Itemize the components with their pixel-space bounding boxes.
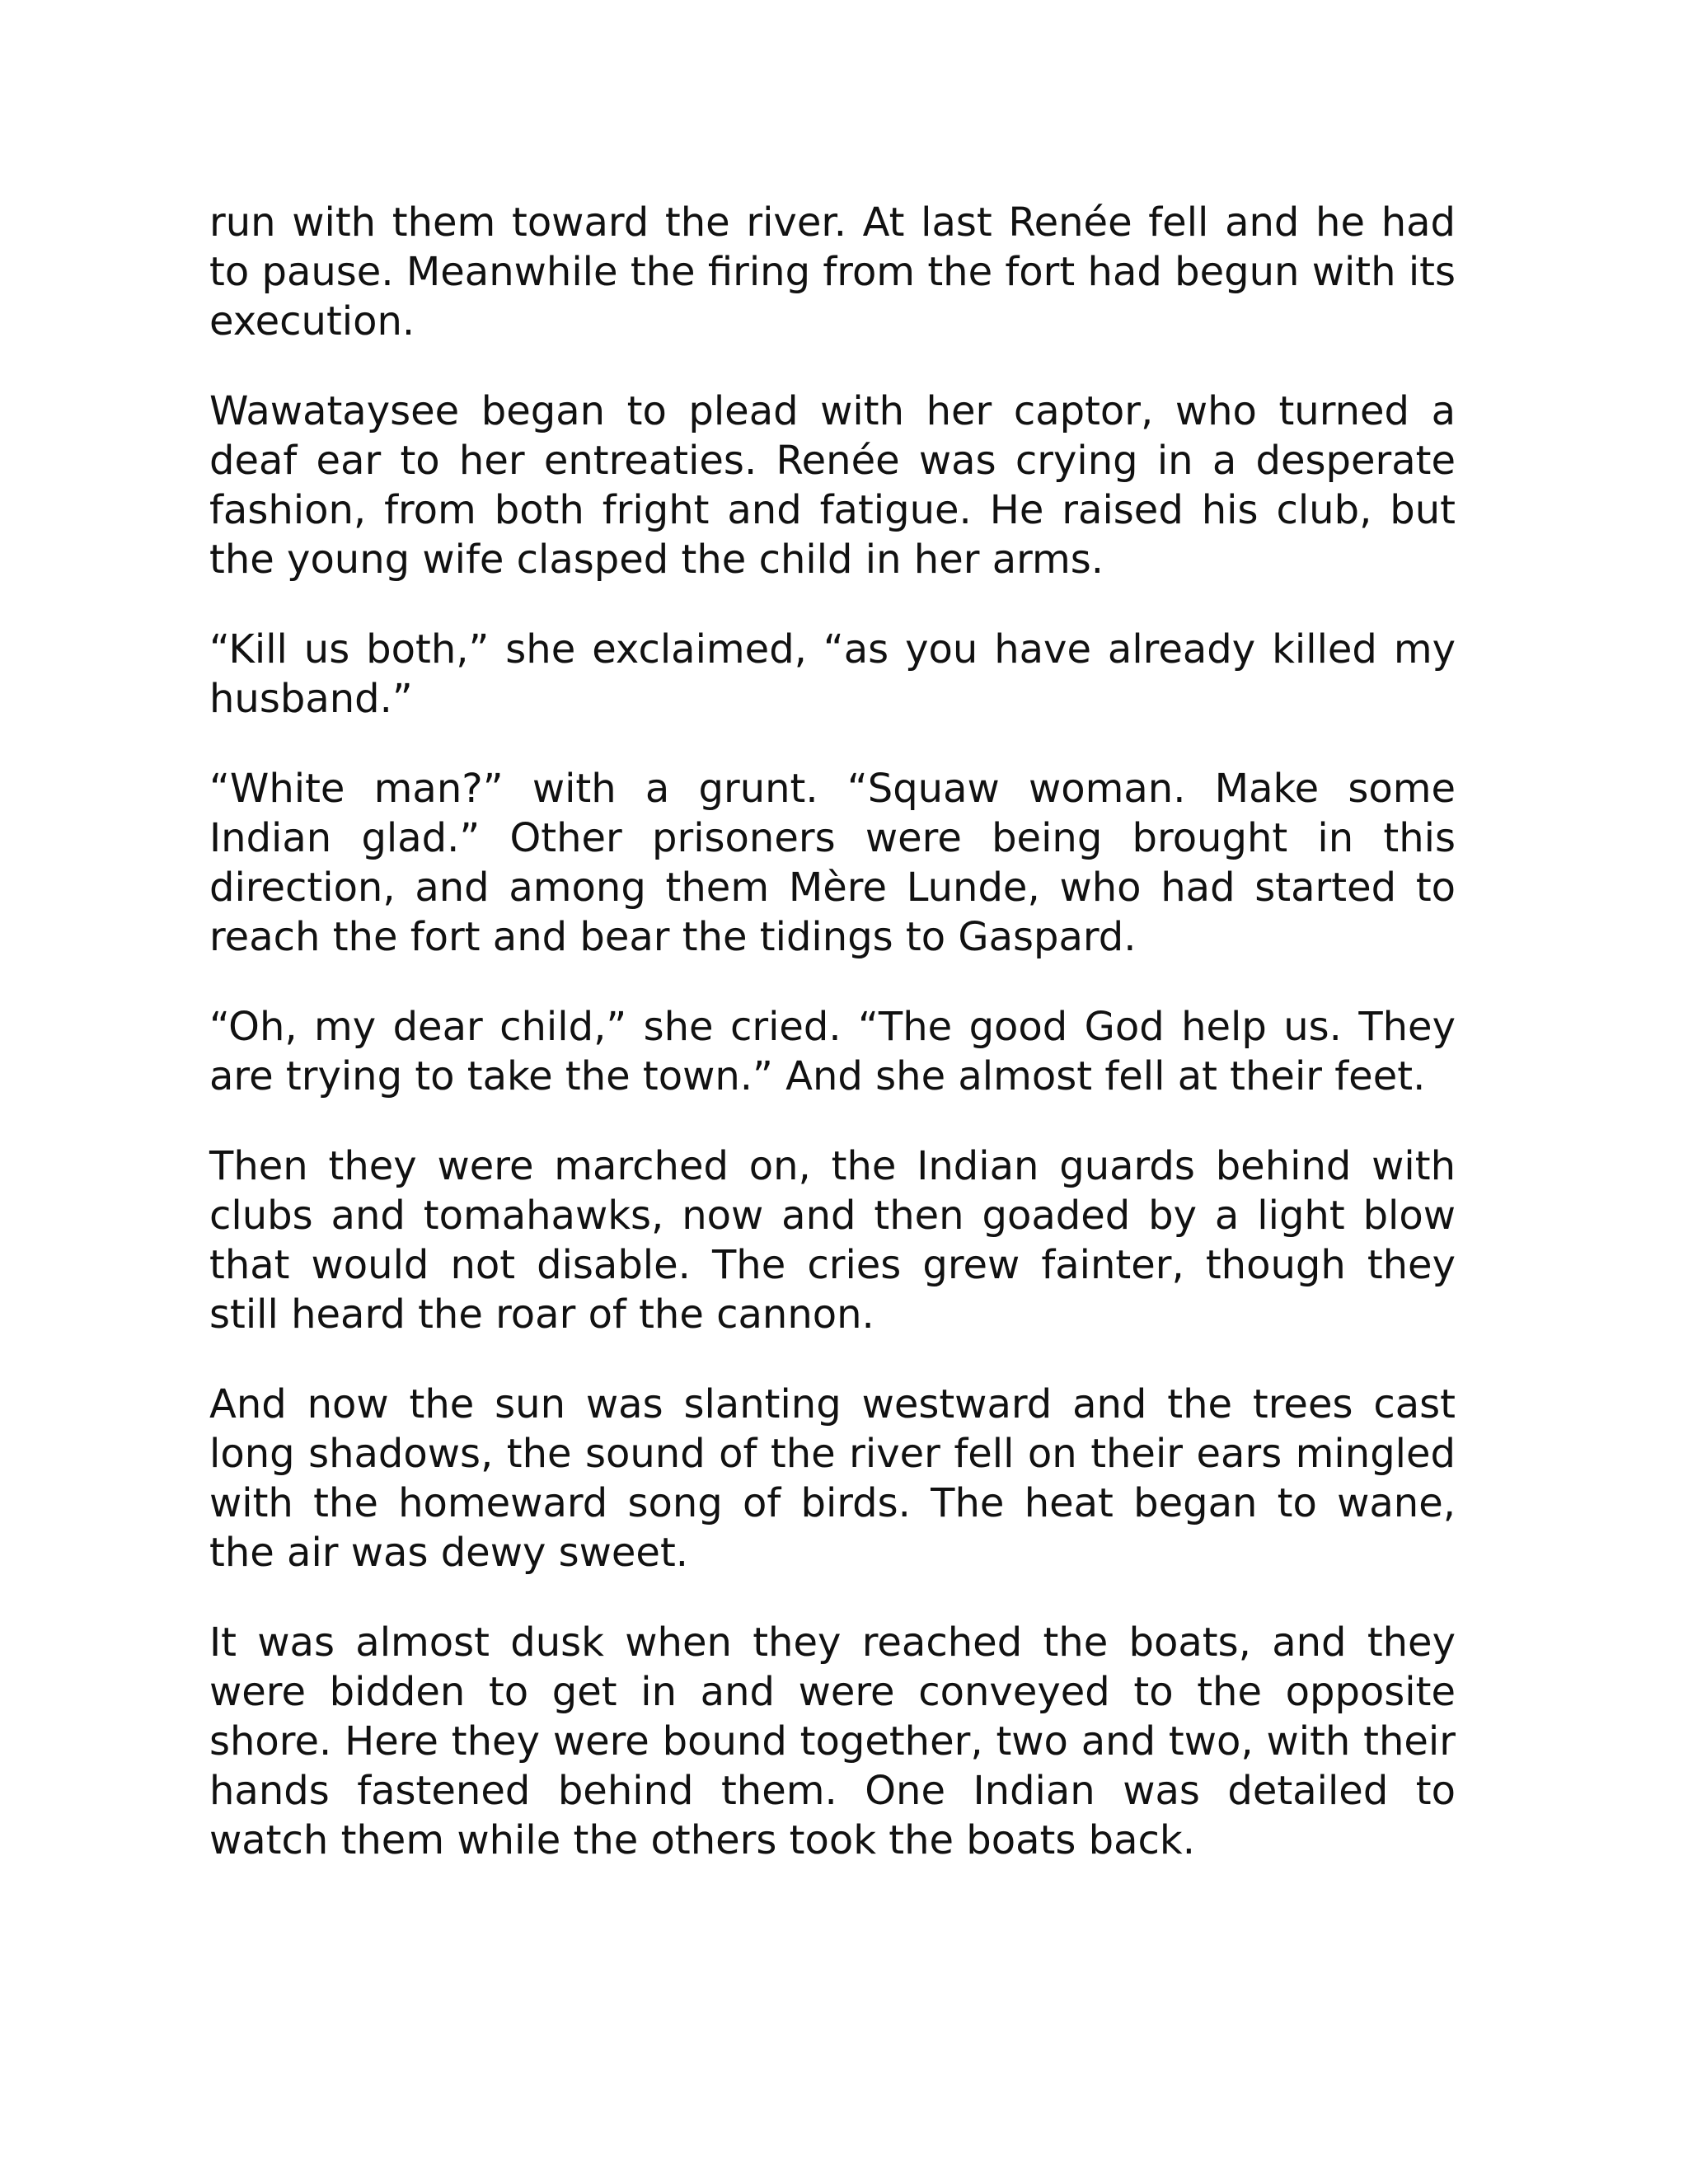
paragraph-6: Then they were marched on, the Indian guards behind with clubs and tomahawks, now and then goaded by a light blow that would not disable. The cries grew fainter, though they still heard the roar of the cannon. (209, 1143, 1456, 1338)
paragraph-3: “Kill us both,” she exclaimed, “as you have already killed my husband.” (209, 626, 1456, 722)
paragraph-5: “Oh, my dear child,” she cried. “The good God help us. They are trying to take the town.” And she almost fell at their feet. (209, 1004, 1456, 1099)
page-body-text (209, 198, 1456, 1905)
paragraph-8: It was almost dusk when they reached the boats, and they were bidden to get in and were conveyed to the opposite shore. Here they were bound together, two and two, with their hands fastened behind them. One Indian was detailed to watch them while the others took the boats back. (209, 1619, 1456, 1863)
paragraph-1: run with them toward the river. At last Renée fell and he had to pause. Meanwhile the firing from the fort had begun with its execution. (209, 199, 1456, 344)
paragraph-7: And now the sun was slanting westward and the trees cast long shadows, the sound of the river fell on their ears mingled with the homeward song of birds. The heat began to wane, the air was dewy sweet. (209, 1381, 1456, 1576)
paragraph-4: “White man?” with a grunt. “Squaw woman. Make some Indian glad.” Other prisoners were being brought in this direction, and among them Mère Lunde, who had started to reach the fort and bear the tidings to Gaspard. (209, 766, 1456, 960)
paragraph-2: Wawataysee began to plead with her captor, who turned a deaf ear to her entreaties. Renée was crying in a desperate fashion, from both fright and fatigue. He raised his club, but the young wife clasped the child in her arms. (209, 388, 1456, 583)
